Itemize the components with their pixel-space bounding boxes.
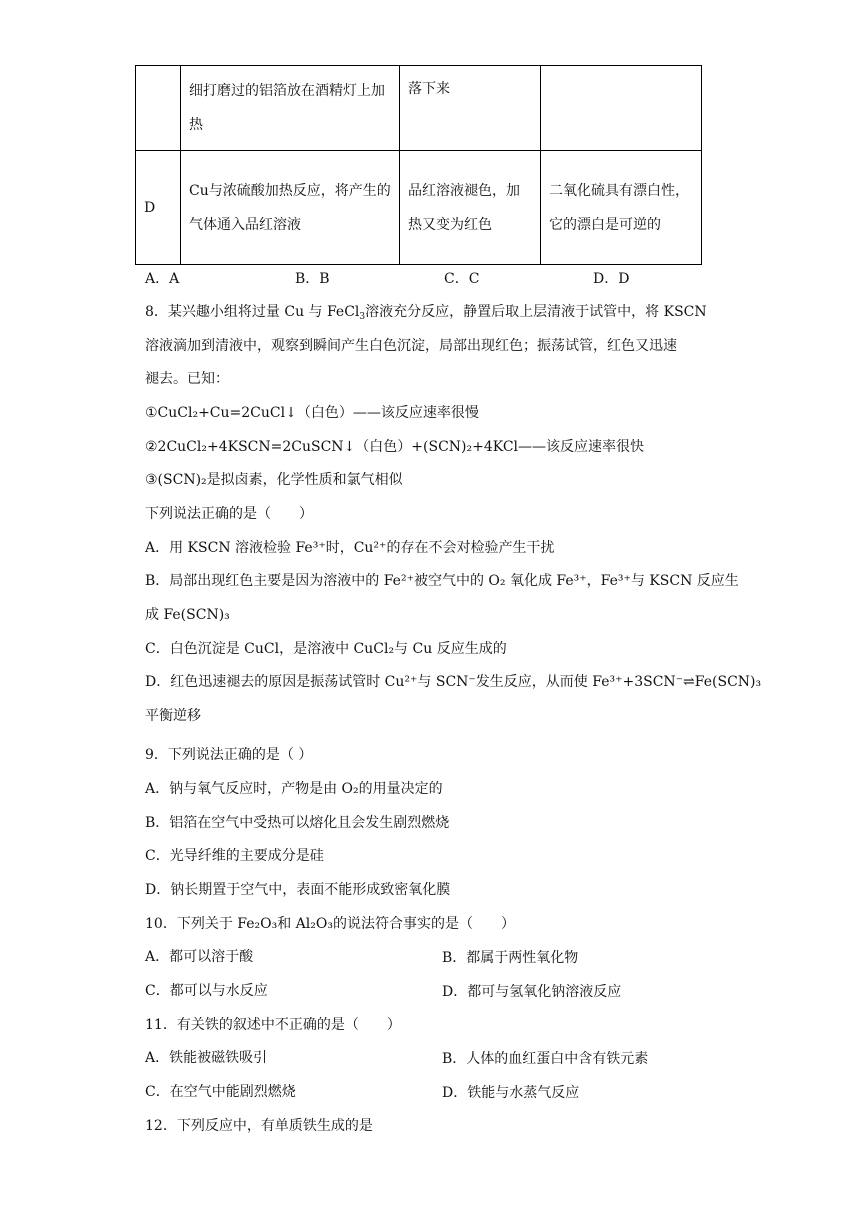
q8-stem-line-2: 溶液滴加到清液中，观察到瞬间产生白色沉淀，局部出现红色；振荡试管，红色又迅速 [145,338,677,354]
q11-option-c: C．在空气中能剧烈燃烧 [145,1084,296,1100]
q10-stem: 10．下列关于 Fe₂O₃和 Al₂O₃的说法符合事实的是（ ） [145,916,515,932]
table-cell: D [136,151,181,265]
table-cell [136,66,181,151]
table-cell: 品红溶液褪色，加热又变为红色 [400,151,541,265]
q10-option-a: A．都可以溶于酸 [145,949,254,965]
q10-option-c: C．都可以与水反应 [145,983,268,999]
q8-question: 下列说法正确的是（ ） [145,506,313,522]
q7-option-d: D．D [593,271,630,287]
table-cell: 二氧化硫具有漂白性，它的漂白是可逆的 [541,151,702,265]
q12-stem: 12．下列反应中，有单质铁生成的是 [145,1118,373,1134]
q8-option-d-line-2: 平衡逆移 [145,708,201,724]
q8-option-c: C．白色沉淀是 CuCl，是溶液中 CuCl₂与 Cu 反应生成的 [145,641,507,657]
q9-option-d: D．钠长期置于空气中，表面不能形成致密氧化膜 [145,882,451,898]
q7-option-c: C．C [444,271,480,287]
q7-option-b: B．B [295,271,330,287]
q8-stem-line-3: 褪去。已知： [145,371,229,387]
q8-option-b-line-2: 成 Fe(SCN)₃ [145,607,230,623]
q8-stem-line-1: 8．某兴趣小组将过量 Cu 与 FeCl$_3$溶液充分反应，静置后取上层清液于试管中，将 KSCN [145,304,707,322]
q9-stem: 9．下列说法正确的是（ ） [145,747,313,763]
table-row [136,151,702,265]
q8-known-1: ①CuCl₂+Cu=2CuCl↓（白色）——该反应速率很慢 [145,405,479,421]
q8-option-b-line-1: B．局部出现红色主要是因为溶液中的 Fe²⁺被空气中的 O₂ 氧化成 Fe³⁺，Fe³⁺与 KSCN 反应生 [145,573,739,589]
q11-stem: 11．有关铁的叙述中不正确的是（ ） [145,1017,401,1033]
q8-option-d-line-1: D．红色迅速褪去的原因是振荡试管时 Cu²⁺与 SCN⁻发生反应，从而使 Fe³⁺+3SCN⁻⇌Fe(SCN)₃ [145,674,762,690]
q11-option-a: A．铁能被磁铁吸引 [145,1050,268,1066]
table-cell: 落下来 [400,66,541,151]
table-cell [541,66,702,151]
q10-option-d: D．都可与氢氧化钠溶液反应 [442,984,622,1000]
q8-known-2: ②2CuCl₂+4KSCN=2CuSCN↓（白色）+(SCN)₂+4KCl——该反应速率很快 [145,439,645,455]
q8-option-a: A．用 KSCN 溶液检验 Fe³⁺时，Cu²⁺的存在不会对检验产生干扰 [145,540,555,556]
table-cell: 细打磨过的铝箔放在酒精灯上加热 [181,66,400,151]
q9-option-c: C．光导纤维的主要成分是硅 [145,848,324,864]
q8-known-3: ③(SCN)₂是拟卤素，化学性质和氯气相似 [145,472,403,488]
table-cell: Cu与浓硫酸加热反应，将产生的气体通入品红溶液 [181,151,400,265]
table-row [136,66,702,151]
q11-option-d: D．铁能与水蒸气反应 [442,1085,580,1101]
q9-option-a: A．钠与氧气反应时，产物是由 O₂的用量决定的 [145,781,443,797]
q9-option-b: B．铝箔在空气中受热可以熔化且会发生剧烈燃烧 [145,815,450,831]
q10-option-b: B．都属于两性氧化物 [442,950,579,966]
experiment-table [135,65,702,265]
q11-option-b: B．人体的血红蛋白中含有铁元素 [442,1051,649,1067]
q7-option-a: A．A [145,271,180,287]
